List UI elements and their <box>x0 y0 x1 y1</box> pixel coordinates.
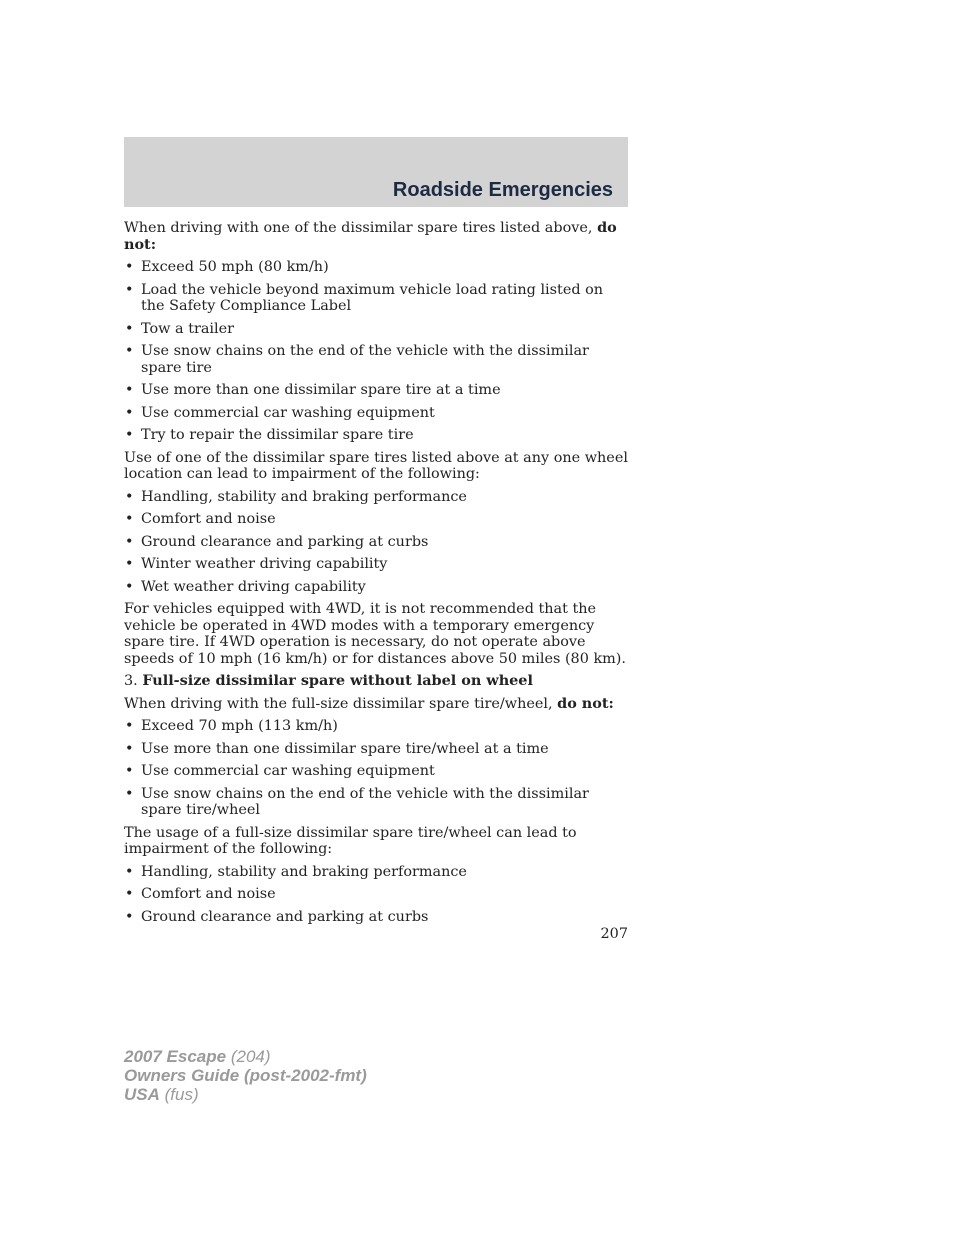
section2-intro: Use of one of the dissimilar spare tires listed above at any one wheel location can lead to impairment of the following: <box>124 449 628 482</box>
footer-line-model: 2007 Escape (204) <box>124 1047 271 1066</box>
section1-intro-bold: do not: <box>124 219 617 253</box>
list-item: • Wet weather driving capability <box>124 579 628 596</box>
list-item: • Tow a trailer <box>124 321 628 338</box>
list-item: • Winter weather driving capability <box>124 556 628 573</box>
section3-list <box>124 718 628 819</box>
list-item: • Load the vehicle beyond maximum vehicle load rating listed on the Safety Compliance Label <box>124 282 628 315</box>
list-item: • Ground clearance and parking at curbs <box>124 909 628 926</box>
list-item: • Use snow chains on the end of the vehicle with the dissimilar spare tire <box>124 343 628 376</box>
footer-line-market: USA (fus) <box>124 1085 199 1104</box>
section4-intro: The usage of a full-size dissimilar spare tire/wheel can lead to impairment of the following: <box>124 824 577 857</box>
list-item: • Use more than one dissimilar spare tire/wheel at a time <box>124 741 628 758</box>
section1-list <box>124 259 628 444</box>
section-title: Roadside Emergencies <box>392 179 613 201</box>
section4-list <box>124 864 628 926</box>
section3-intro: When driving with the full-size dissimilar spare tire/wheel, do not: <box>124 694 614 712</box>
list-item: • Handling, stability and braking performance <box>124 864 628 881</box>
list-item: • Exceed 70 mph (113 km/h) <box>124 718 628 735</box>
section3-heading: 3. Full-size dissimilar spare without label on wheel <box>124 672 533 689</box>
section3-intro-bold: do not: <box>557 694 614 712</box>
section1-intro: When driving with one of the dissimilar spare tires listed above, do not: <box>124 219 617 253</box>
list-item: • Comfort and noise <box>124 886 628 903</box>
page-number: 207 <box>600 926 628 942</box>
document-footer <box>124 1047 367 1104</box>
fourwd-note: For vehicles equipped with 4WD, it is not recommended that the vehicle be operated in 4WD modes with a temporary emergency spare tire. If 4WD operation is necessary, do not operate above speeds of 10 mph (16 km/h) or for distances above 50 miles (80 km). <box>124 601 626 667</box>
section2-list <box>124 489 628 596</box>
page-content <box>124 220 628 931</box>
list-item: • Use commercial car washing equipment <box>124 763 628 780</box>
list-item: • Ground clearance and parking at curbs <box>124 534 628 551</box>
footer-line-guide: Owners Guide (post-2002-fmt) <box>124 1066 367 1085</box>
list-item: • Use snow chains on the end of the vehicle with the dissimilar spare tire/wheel <box>124 786 628 819</box>
section-header-band <box>124 137 628 207</box>
list-item: • Comfort and noise <box>124 511 628 528</box>
list-item: • Use more than one dissimilar spare tire at a time <box>124 382 628 399</box>
list-item: • Use commercial car washing equipment <box>124 405 628 422</box>
list-item: • Try to repair the dissimilar spare tire <box>124 427 628 444</box>
list-item: • Handling, stability and braking performance <box>124 489 628 506</box>
list-item: • Exceed 50 mph (80 km/h) <box>124 259 628 276</box>
